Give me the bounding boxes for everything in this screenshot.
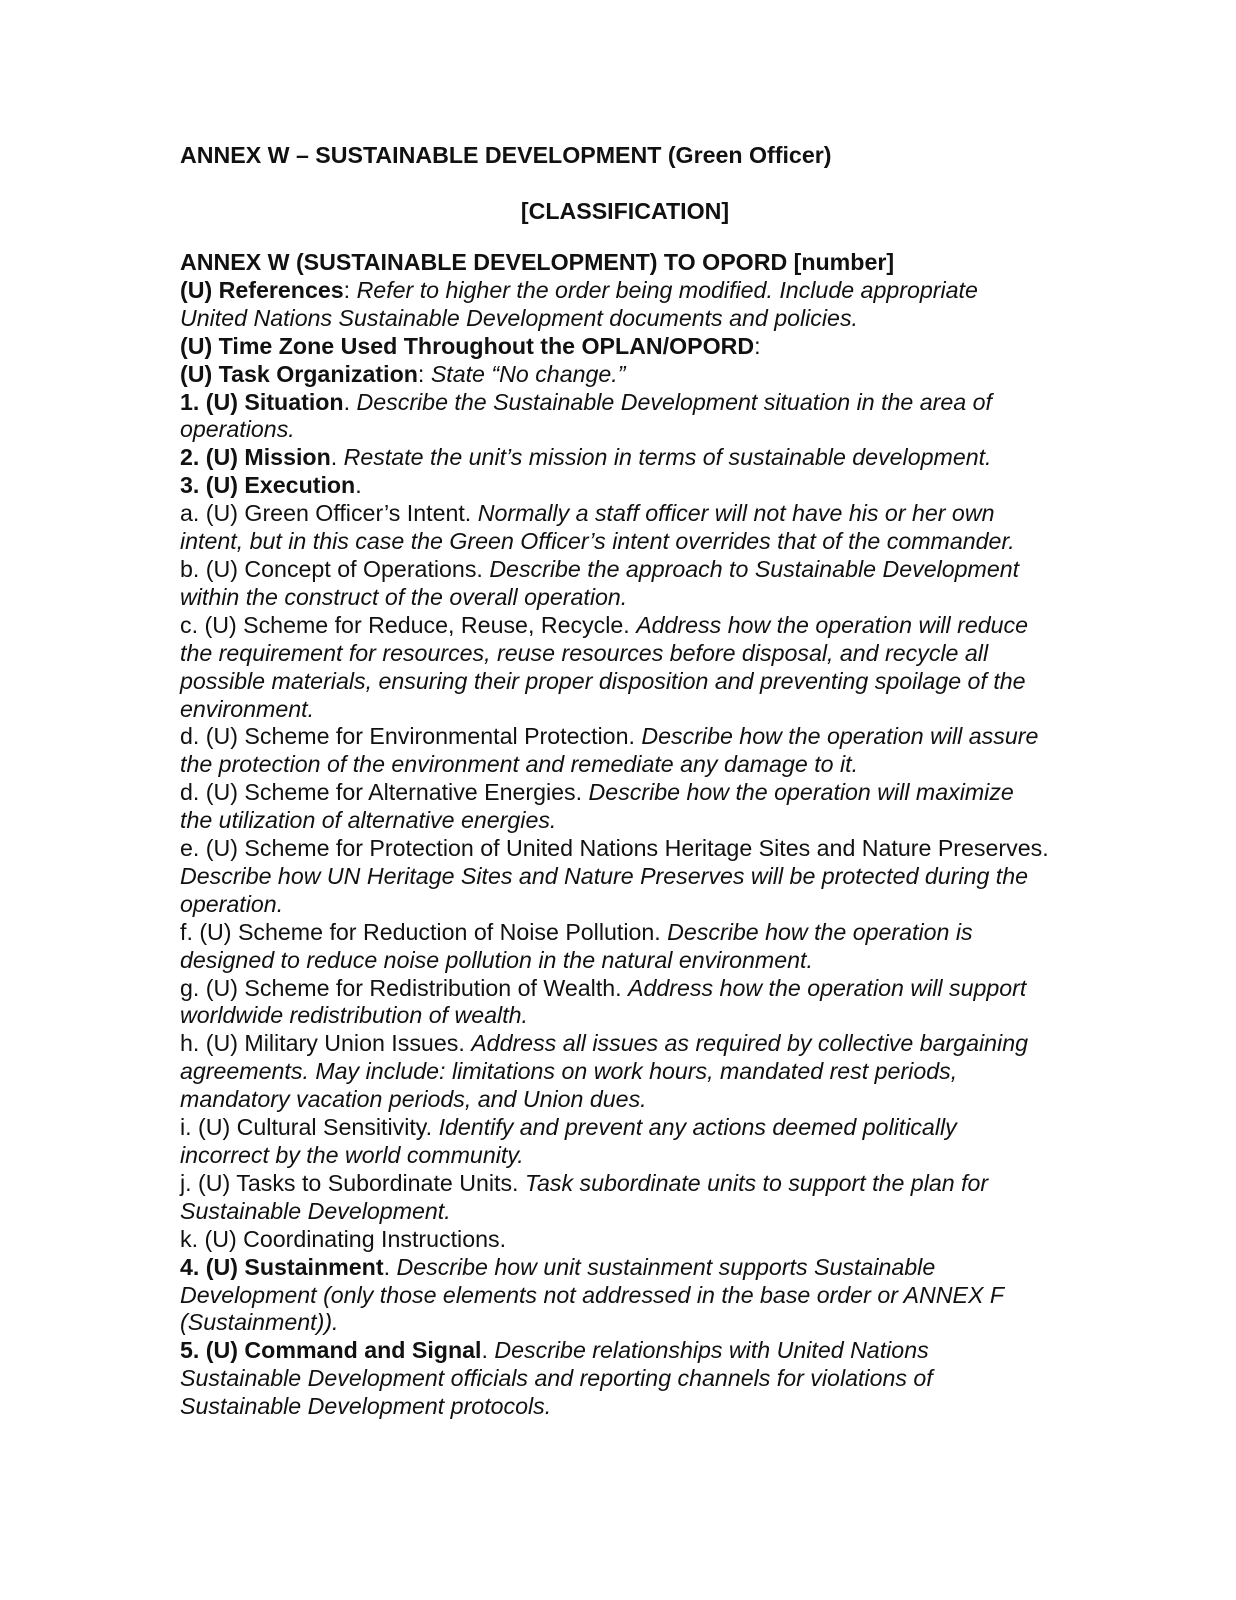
situation-separator: . [343,388,357,415]
execution-item-h [180,1030,1050,1114]
execution-item-text: Address how the operation will support worldwide redistribution of wealth. [180,974,1027,1029]
execution-item-text: Describe how the operation is designed to reduce noise pollution in the natural environment. [180,918,973,973]
sustainment-label: 4. (U) Sustainment [180,1253,384,1280]
execution-item-label: a. (U) Green Officer’s Intent. [180,500,478,527]
sustainment-paragraph [180,1254,1050,1338]
execution-item-label: b. (U) Concept of Operations. [180,555,490,582]
sustainment-text: Describe how unit sustainment supports Sustainable Development (only those elements not addressed in the base order or ANNEX F (Sustainment)). [180,1253,1004,1336]
execution-item-i [180,1114,1050,1170]
execution-paragraph [180,472,1050,500]
execution-item-g [180,975,1050,1031]
execution-item-j [180,1170,1050,1226]
execution-label: 3. (U) Execution [180,472,356,499]
task-organization-separator: : [417,360,431,387]
execution-item-d-environmental [180,723,1050,779]
situation-paragraph [180,389,1050,445]
execution-item-text: Task subordinate units to support the plan for Sustainable Development. [180,1169,989,1224]
execution-item-label: d. (U) Scheme for Environmental Protection. [180,723,642,750]
execution-item-a [180,500,1050,556]
execution-item-label: e. (U) Scheme for Protection of United Nations Heritage Sites and Nature Preserves. [180,835,1049,862]
task-organization-paragraph [180,361,1050,389]
execution-item-text: Describe the approach to Sustainable Development within the construct of the overall operation. [180,555,1020,610]
execution-item-text: Identify and prevent any actions deemed politically incorrect by the world community. [180,1114,957,1168]
execution-item-label: h. (U) Military Union Issues. [180,1030,472,1057]
references-text: Refer to higher the order being modified. Include appropriate United Nations Sustainable Development documents and policies. [180,276,978,331]
command-signal-paragraph [180,1337,1050,1421]
execution-item-label: d. (U) Scheme for Alternative Energies. [180,779,589,806]
execution-item-text: Describe how the operation will assure the protection of the environment and remediate any damage to it. [180,723,1039,778]
execution-item-b [180,556,1050,612]
execution-item-label: g. (U) Scheme for Redistribution of Wealth. [180,974,629,1001]
mission-separator: . [330,444,344,471]
execution-separator: . [355,472,362,499]
references-separator: : [343,276,357,303]
execution-item-e [180,835,1050,919]
mission-paragraph [180,444,1050,472]
time-zone-separator: : [754,332,761,359]
execution-item-text: Normally a staff officer will not have his or her own intent, but in this case the Green Officer’s intent overrides that of the commander. [180,500,1015,555]
execution-item-label: k. (U) Coordinating Instructions. [180,1225,507,1252]
mission-label: 2. (U) Mission [180,444,331,471]
references-paragraph [180,277,1050,333]
execution-item-k [180,1226,1050,1254]
classification-marking: [CLASSIFICATION] [520,197,730,224]
execution-item-c [180,612,1050,724]
execution-item-text: Address how the operation will reduce the requirement for resources, reuse resources before disposal, and recycle all possible materials, ensuring their proper disposition and preventing spoilage of the environment. [180,611,1029,722]
execution-item-label: i. (U) Cultural Sensitivity. [180,1114,439,1141]
references-label: (U) References [180,276,344,303]
time-zone-paragraph [180,333,1050,361]
command-signal-separator: . [481,1337,495,1364]
situation-label: 1. (U) Situation [180,388,344,415]
annex-heading: ANNEX W – SUSTAINABLE DEVELOPMENT (Green Officer) [180,142,832,168]
document-page [180,142,1050,1421]
annex-title: ANNEX W (SUSTAINABLE DEVELOPMENT) TO OPORD [number] [180,249,895,275]
execution-item-label: c. (U) Scheme for Reduce, Reuse, Recycle. [180,611,637,638]
execution-item-f [180,919,1050,975]
execution-item-label: f. (U) Scheme for Reduction of Noise Pollution. [180,918,668,945]
situation-text: Describe the Sustainable Development situation in the area of operations. [180,388,992,443]
execution-item-text: Describe how UN Heritage Sites and Nature Preserves will be protected during the operation. [180,862,1029,917]
task-organization-text: State “No change.” [430,360,626,387]
execution-item-d-energies [180,779,1050,835]
execution-item-label: j. (U) Tasks to Subordinate Units. [180,1169,525,1196]
execution-item-text: Address all issues as required by collective bargaining agreements. May include: limitations on work hours, mandated rest periods, mandatory vacation periods, and Union dues. [180,1030,1028,1113]
sustainment-separator: . [383,1253,397,1280]
mission-text: Restate the unit’s mission in terms of sustainable development. [343,444,992,471]
command-signal-text: Describe relationships with United Nations Sustainable Development officials and reporting channels for violations of Sustainable Development protocols. [180,1337,933,1420]
command-signal-label: 5. (U) Command and Signal [180,1337,482,1364]
execution-item-text: Describe how the operation will maximize the utilization of alternative energies. [180,779,1014,834]
time-zone-label: (U) Time Zone Used Throughout the OPLAN/OPORD [180,332,755,359]
task-organization-label: (U) Task Organization [180,360,418,387]
